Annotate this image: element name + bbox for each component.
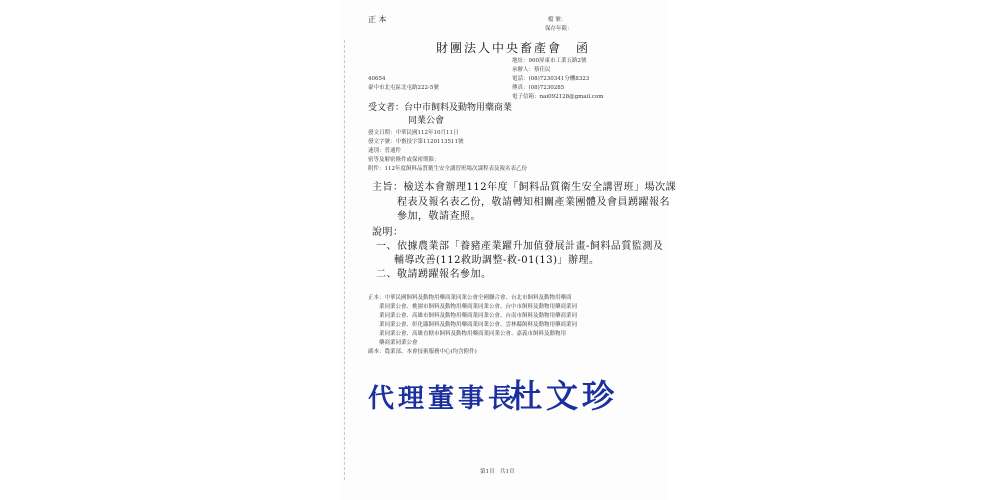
explanation-item1-line1: 一、依據農業部「養豬產業躍升加值發展計畫-飼料品質監測及 [376,241,664,252]
distribution-line: 業同業公會、高雄市飼料及動物用藥商業同業公會、台南市飼料及動物用藥商業同 [379,313,578,319]
zip-code: 40654 [368,76,386,82]
email: 電子信箱：nai092128@gmail.com [512,94,604,100]
distribution-line: 藥商業同業公會 [379,340,418,346]
original-mark: 正 本 [368,15,387,24]
explanation-item2: 二、敬請踴躍報名參加。 [376,269,492,280]
signature-stamp-title: 代理董事長 [368,384,519,414]
recipient-line2: 同業公會 [408,116,445,126]
sender-address: 地址：900屏東市工業五路2號 [512,58,587,64]
explanation-item1-line2: 輔導改善(112救助調整-救-01(13)」辦理。 [394,255,600,266]
distribution-line: 業同業公會、高雄直轄市飼料及動物用藥商業同業公會、嘉義市飼料及動物用 [379,331,567,337]
distribution-line: 業同業公會、桃園市飼料及動物用藥商業同業公會、台中市飼料及動物用藥商業同 [379,304,578,310]
recipient-line1: 受文者：台中市飼料及動物用藥商業 [368,103,513,113]
security-level: 密等及解密條件或保密期限： [368,157,440,163]
retention-period: 保存年限： [545,26,573,32]
file-number: 檔 號： [548,17,567,23]
page-number: 第1頁 共1頁 [480,469,515,475]
signature-stamp-name: 杜文珍 [510,377,619,415]
fax: 傳真：(08)7230285 [512,85,565,91]
distribution-line: 業同業公會、彰化縣飼料及動物用藥商業同業公會、雲林縣飼料及動物用藥商業同 [379,322,578,328]
explanation-heading: 說明： [372,227,404,238]
delivery-speed: 速別：普通件 [368,148,402,154]
subject-line2: 程表及報名表乙份，敬請轉知相關產業團體及會員踴躍報名 [397,197,670,208]
document-number: 發文字號：中畜技字第1120113511號 [368,139,464,145]
binding-line [344,40,345,480]
subject-line3: 參加，敬請查照。 [397,211,481,222]
copy-recipients: 副本：農業部、本會技術服務中心(均含附件) [368,349,477,355]
attachment: 附件：112年度飼料品質衛生安全講習班場次課程表及報名表乙份 [368,166,527,172]
distribution-line: 正本：中華民國飼料及動物用藥商業同業公會全國聯合會、台北市飼料及動物用藥商 [368,295,572,301]
issue-date: 發文日期：中華民國112年10月11日 [368,130,459,136]
phone: 電話：(08)7230341分機8323 [512,76,590,82]
recipient-street: 臺中市北屯區北屯路222-5號 [368,85,439,91]
contact-person: 承辦人：蔡佳民 [512,67,551,73]
organization-title: 財團法人中央畜產會 函 [436,41,591,55]
subject-line1: 主旨：檢送本會辦理112年度「飼料品質衛生安全講習班」場次課 [372,182,677,193]
